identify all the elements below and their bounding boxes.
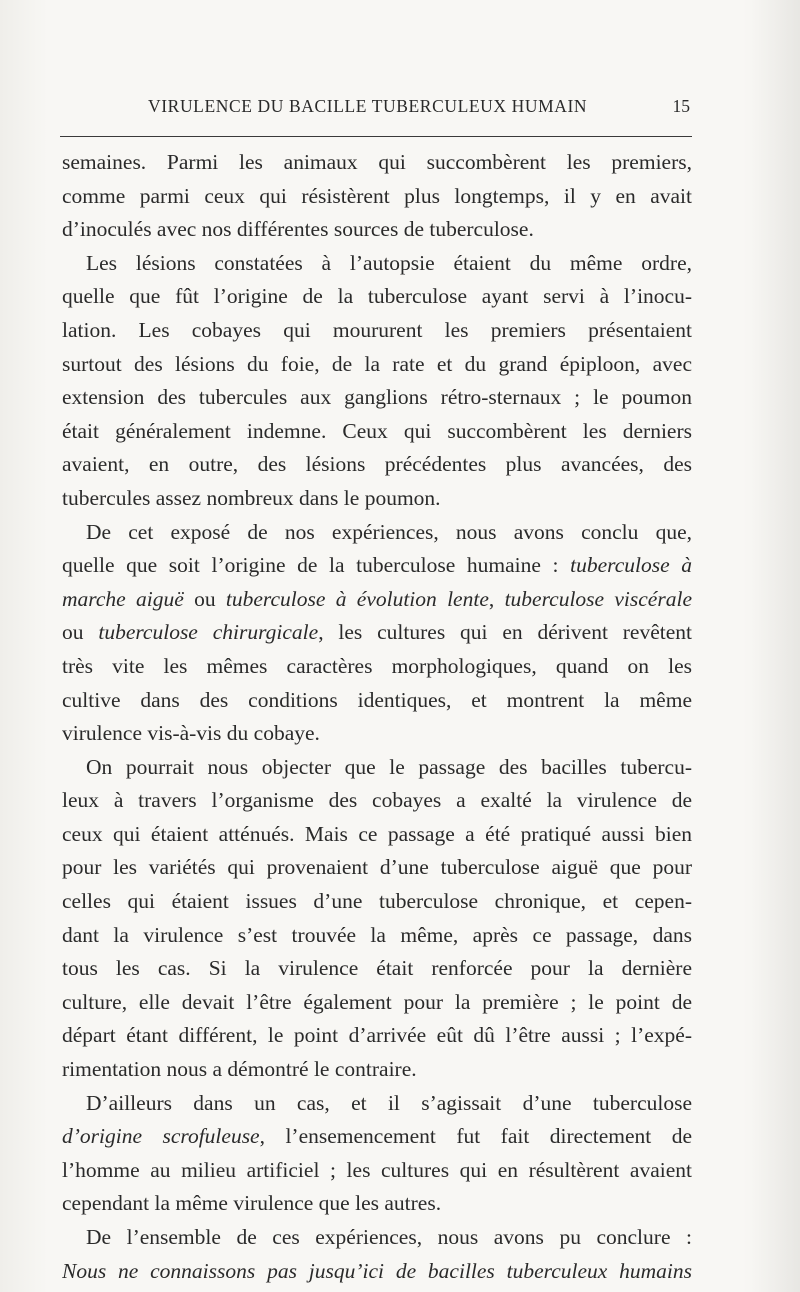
paragraph-start-line: De l’ensemble de ces expériences, nous avons pu conclure : bbox=[86, 1225, 692, 1249]
text-line: marche aiguë ou tuberculose à évolution lente, tuberculose viscérale bbox=[62, 586, 692, 611]
header-rule bbox=[60, 136, 692, 137]
text-line: lation. Les cobayes qui moururent les premiers présentaient bbox=[62, 317, 692, 342]
text-line: semaines. Parmi les animaux qui succombèrent les premiers, bbox=[62, 150, 692, 174]
text-line: très vite les mêmes caractères morphologiques, quand on les bbox=[62, 653, 692, 678]
page-edge-shadow bbox=[740, 0, 800, 1292]
paragraph-start-line: On pourrait nous objecter que le passage des bacilles tubercu- bbox=[86, 754, 692, 779]
text-line: comme parmi ceux qui résistèrent plus longtemps, il y en avait bbox=[62, 183, 692, 208]
paragraph-start-line: De cet exposé de nos expériences, nous avons conclu que, bbox=[86, 519, 692, 544]
text-line: surtout des lésions du foie, de la rate et du grand épiploon, avec bbox=[62, 351, 692, 376]
italic-term: tuberculose chirurgicale bbox=[98, 620, 319, 645]
paragraph-start-line: D’ailleurs dans un cas, et il s’agissait d’une tuberculose bbox=[86, 1090, 692, 1115]
text-line: ou tuberculose chirurgicale, les cultures qui en dérivent revêtent bbox=[62, 620, 692, 645]
italic-term: tuberculose à bbox=[570, 553, 692, 578]
page-header bbox=[62, 96, 690, 122]
text-line: cultive dans des conditions identiques, et montrent la même bbox=[62, 687, 692, 712]
text-line: virulence vis-à-vis du cobaye. bbox=[62, 721, 320, 746]
italic-term: tuberculose à évolution lente bbox=[225, 586, 489, 611]
text-line: tubercules assez nombreux dans le poumon. bbox=[62, 485, 441, 510]
running-head: VIRULENCE DU BACILLE TUBERCULEUX HUMAIN bbox=[148, 96, 588, 116]
text-line: leux à travers l’organisme des cobayes a exalté la virulence de bbox=[62, 788, 692, 813]
text-line: dant la virulence s’est trouvée la même, après ce passage, dans bbox=[62, 922, 692, 947]
text-line: cependant la même virulence que les autres. bbox=[62, 1191, 442, 1216]
italic-term: tuberculose viscérale bbox=[504, 586, 692, 611]
page-number: 15 bbox=[672, 96, 690, 116]
text-line: d’origine scrofuleuse, l’ensemencement fut fait directement de bbox=[62, 1124, 692, 1149]
text-line: ceux qui étaient atténués. Mais ce passage a été pratiqué aussi bien bbox=[62, 821, 692, 846]
italic-term: d’origine scrofuleuse bbox=[62, 1124, 260, 1149]
text-line: tous les cas. Si la virulence était renforcée pour la dernière bbox=[62, 956, 692, 981]
italic-term: marche aiguë bbox=[62, 586, 184, 611]
text-line: d’inoculés avec nos différentes sources de tuberculose. bbox=[62, 217, 534, 242]
text-line: l’homme au milieu artificiel ; les cultures qui en résultèrent avaient bbox=[62, 1157, 692, 1182]
text-line: celles qui étaient issues d’une tuberculose chronique, et cepen- bbox=[62, 889, 692, 914]
body-text bbox=[62, 146, 692, 1288]
text-line: départ étant différent, le point d’arrivée eût dû l’être aussi ; l’expé- bbox=[62, 1023, 692, 1048]
text-line: culture, elle devait l’être également pour la première ; le point de bbox=[62, 989, 692, 1014]
text-line: pour les variétés qui provenaient d’une tuberculose aiguë que pour bbox=[62, 855, 692, 880]
paragraph-start-line: Les lésions constatées à l’autopsie étaient du même ordre, bbox=[86, 250, 692, 275]
text-line bbox=[62, 1255, 692, 1289]
text-line: extension des tubercules aux ganglions rétro-sternaux ; le poumon bbox=[62, 385, 692, 410]
text-line: était généralement indemne. Ceux qui succombèrent les derniers bbox=[62, 418, 692, 443]
text-line: quelle que soit l’origine de la tuberculose humaine : tuberculose à bbox=[62, 553, 692, 578]
italic-conclusion: Nous ne connaissons pas jusqu’ici de bacilles tuberculeux humains bbox=[62, 1258, 692, 1283]
text-line: rimentation nous a démontré le contraire. bbox=[62, 1057, 417, 1082]
text-line: avaient, en outre, des lésions précédentes plus avancées, des bbox=[62, 452, 692, 477]
text-line: quelle que fût l’origine de la tuberculose ayant servi à l’inocu- bbox=[62, 284, 692, 309]
